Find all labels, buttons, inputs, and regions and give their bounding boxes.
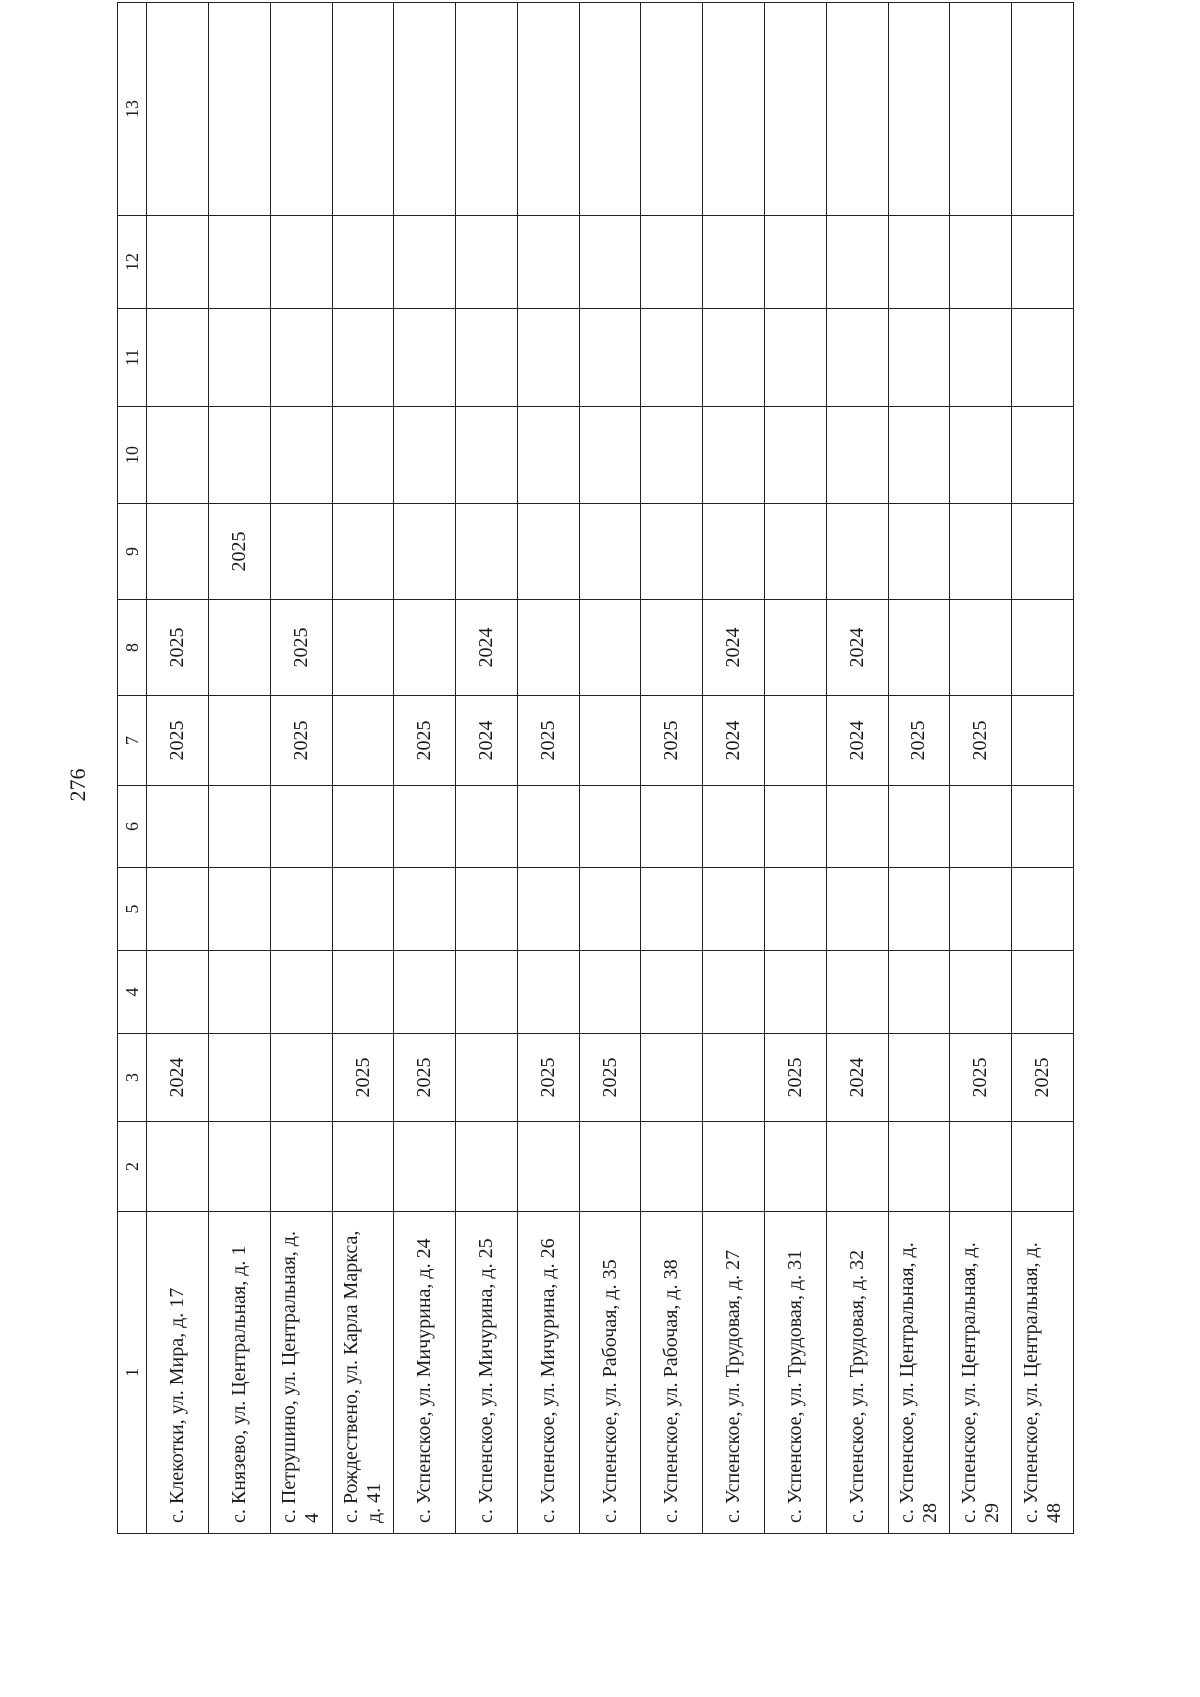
year-cell-col-2 [394,1122,456,1212]
address-cell: с. Успенское, ул. Центральная, д. 29 [950,1212,1012,1534]
year-cell-col-9 [270,504,332,600]
year-cell-col-12 [888,216,950,309]
year-cell-col-13 [641,3,703,216]
year-cell-col-11 [579,309,641,407]
year-cell-col-5 [1012,868,1074,951]
table-row [270,3,332,1534]
address-cell: с. Клекотки, ул. Мира, д. 17 [147,1212,209,1534]
year-cell-col-10 [209,407,271,504]
year-cell-col-6 [147,786,209,868]
header-cell: 11 [118,309,147,407]
header-cell: 3 [118,1034,147,1122]
table-row [332,3,394,1534]
year-cell-col-12 [517,216,579,309]
year-cell-col-3 [641,1034,703,1122]
year-cell-col-8: 2024 [826,600,888,696]
table-row [209,3,271,1534]
year-cell-col-13 [147,3,209,216]
year-cell-col-12 [826,216,888,309]
year-cell-col-6 [703,786,765,868]
year-cell-col-5 [579,868,641,951]
year-cell-col-4 [456,951,518,1034]
year-cell-col-3: 2025 [950,1034,1012,1122]
year-cell-col-13 [456,3,518,216]
year-cell-col-13 [826,3,888,216]
header-cell: 4 [118,951,147,1034]
year-cell-col-4 [517,951,579,1034]
address-cell: с. Успенское, ул. Центральная, д. 28 [888,1212,950,1534]
year-cell-col-10 [332,407,394,504]
year-cell-col-8 [579,600,641,696]
year-cell-col-6 [579,786,641,868]
year-cell-col-5 [209,868,271,951]
year-cell-col-13 [765,3,827,216]
year-cell-col-2 [517,1122,579,1212]
year-cell-col-11 [394,309,456,407]
year-cell-col-7: 2025 [270,696,332,786]
table-row [1012,3,1074,1534]
year-cell-col-3: 2024 [826,1034,888,1122]
year-cell-col-12 [950,216,1012,309]
year-cell-col-10 [703,407,765,504]
year-cell-col-9 [517,504,579,600]
year-cell-col-13 [579,3,641,216]
year-cell-col-9 [456,504,518,600]
year-cell-col-5 [332,868,394,951]
year-cell-col-9 [394,504,456,600]
year-cell-col-10 [517,407,579,504]
year-cell-col-4 [394,951,456,1034]
year-cell-col-4 [147,951,209,1034]
year-cell-col-9 [332,504,394,600]
year-cell-col-9 [579,504,641,600]
address-cell: с. Успенское, ул. Рабочая, д. 35 [579,1212,641,1534]
year-cell-col-13 [270,3,332,216]
table-row [147,3,209,1534]
year-cell-col-6 [209,786,271,868]
year-cell-col-12 [270,216,332,309]
year-cell-col-7: 2024 [456,696,518,786]
year-cell-col-10 [950,407,1012,504]
year-cell-col-7: 2025 [641,696,703,786]
address-cell: с. Князево, ул. Центральная, д. 1 [209,1212,271,1534]
year-cell-col-5 [641,868,703,951]
table-row [579,3,641,1534]
year-cell-col-8 [332,600,394,696]
year-cell-col-5 [826,868,888,951]
address-cell: с. Успенское, ул. Мичурина, д. 24 [394,1212,456,1534]
address-cell: с. Петрушино, ул. Центральная, д. 4 [270,1212,332,1534]
year-cell-col-4 [1012,951,1074,1034]
year-cell-col-6 [270,786,332,868]
year-cell-col-2 [332,1122,394,1212]
header-row [118,3,147,1534]
year-cell-col-2 [270,1122,332,1212]
year-cell-col-2 [888,1122,950,1212]
year-cell-col-5 [456,868,518,951]
year-cell-col-6 [765,786,827,868]
year-cell-col-7 [1012,696,1074,786]
header-cell: 9 [118,504,147,600]
year-cell-col-3: 2024 [147,1034,209,1122]
year-cell-col-8 [394,600,456,696]
year-cell-col-8 [765,600,827,696]
year-cell-col-12 [1012,216,1074,309]
schedule-table [117,2,1074,1534]
year-cell-col-12 [456,216,518,309]
table-row [950,3,1012,1534]
year-cell-col-9 [703,504,765,600]
header-cell: 13 [118,3,147,216]
table-row [888,3,950,1534]
year-cell-col-3: 2025 [517,1034,579,1122]
year-cell-col-5 [394,868,456,951]
year-cell-col-11 [517,309,579,407]
year-cell-col-11 [1012,309,1074,407]
year-cell-col-3: 2025 [394,1034,456,1122]
year-cell-col-11 [765,309,827,407]
year-cell-col-12 [641,216,703,309]
year-cell-col-3: 2025 [1012,1034,1074,1122]
header-cell: 6 [118,786,147,868]
year-cell-col-3: 2025 [765,1034,827,1122]
year-cell-col-6 [826,786,888,868]
year-cell-col-8 [209,600,271,696]
year-cell-col-3 [270,1034,332,1122]
year-cell-col-2 [579,1122,641,1212]
table-row [456,3,518,1534]
year-cell-col-11 [950,309,1012,407]
year-cell-col-8 [888,600,950,696]
year-cell-col-10 [456,407,518,504]
address-cell: с. Успенское, ул. Трудовая, д. 31 [765,1212,827,1534]
year-cell-col-12 [332,216,394,309]
year-cell-col-6 [456,786,518,868]
year-cell-col-7: 2025 [888,696,950,786]
year-cell-col-2 [1012,1122,1074,1212]
year-cell-col-5 [270,868,332,951]
year-cell-col-2 [147,1122,209,1212]
year-cell-col-13 [394,3,456,216]
year-cell-col-4 [332,951,394,1034]
year-cell-col-8 [641,600,703,696]
year-cell-col-11 [147,309,209,407]
year-cell-col-10 [1012,407,1074,504]
address-cell: с. Успенское, ул. Мичурина, д. 26 [517,1212,579,1534]
year-cell-col-10 [765,407,827,504]
year-cell-col-9: 2025 [209,504,271,600]
year-cell-col-3 [209,1034,271,1122]
year-cell-col-8: 2024 [703,600,765,696]
page-number: 276 [65,768,90,802]
year-cell-col-9 [641,504,703,600]
year-cell-col-10 [147,407,209,504]
header-cell: 10 [118,407,147,504]
year-cell-col-13 [703,3,765,216]
year-cell-col-12 [394,216,456,309]
year-cell-col-11 [703,309,765,407]
header-cell: 1 [118,1212,147,1534]
year-cell-col-7: 2024 [703,696,765,786]
year-cell-col-9 [888,504,950,600]
year-cell-col-9 [147,504,209,600]
year-cell-col-6 [888,786,950,868]
year-cell-col-2 [765,1122,827,1212]
year-cell-col-3 [703,1034,765,1122]
year-cell-col-5 [950,868,1012,951]
year-cell-col-12 [147,216,209,309]
year-cell-col-11 [641,309,703,407]
table-row [826,3,888,1534]
year-cell-col-2 [826,1122,888,1212]
year-cell-col-4 [765,951,827,1034]
year-cell-col-7: 2024 [826,696,888,786]
year-cell-col-8: 2025 [147,600,209,696]
year-cell-col-7 [579,696,641,786]
year-cell-col-13 [332,3,394,216]
year-cell-col-3 [456,1034,518,1122]
year-cell-col-11 [456,309,518,407]
table-row [517,3,579,1534]
address-cell: с. Успенское, ул. Трудовая, д. 32 [826,1212,888,1534]
header-cell: 7 [118,696,147,786]
year-cell-col-7: 2025 [950,696,1012,786]
year-cell-col-9 [1012,504,1074,600]
address-cell: с. Успенское, ул. Мичурина, д. 25 [456,1212,518,1534]
year-cell-col-8: 2024 [456,600,518,696]
year-cell-col-11 [888,309,950,407]
address-cell: с. Успенское, ул. Центральная, д. 48 [1012,1212,1074,1534]
year-cell-col-10 [641,407,703,504]
year-cell-col-8 [517,600,579,696]
year-cell-col-7: 2025 [147,696,209,786]
header-cell: 5 [118,868,147,951]
year-cell-col-2 [950,1122,1012,1212]
year-cell-col-11 [332,309,394,407]
year-cell-col-6 [1012,786,1074,868]
year-cell-col-3: 2025 [579,1034,641,1122]
year-cell-col-8 [950,600,1012,696]
year-cell-col-5 [888,868,950,951]
year-cell-col-8: 2025 [270,600,332,696]
year-cell-col-9 [765,504,827,600]
address-cell: с. Успенское, ул. Рабочая, д. 38 [641,1212,703,1534]
year-cell-col-11 [826,309,888,407]
year-cell-col-4 [579,951,641,1034]
table-row [641,3,703,1534]
year-cell-col-2 [456,1122,518,1212]
year-cell-col-2 [703,1122,765,1212]
address-cell: с. Рождествено, ул. Карла Маркса, д. 41 [332,1212,394,1534]
year-cell-col-10 [888,407,950,504]
year-cell-col-12 [703,216,765,309]
table-row [703,3,765,1534]
year-cell-col-5 [147,868,209,951]
year-cell-col-5 [765,868,827,951]
year-cell-col-10 [270,407,332,504]
table-row [765,3,827,1534]
year-cell-col-9 [826,504,888,600]
year-cell-col-13 [950,3,1012,216]
address-cell: с. Успенское, ул. Трудовая, д. 27 [703,1212,765,1534]
year-cell-col-12 [765,216,827,309]
header-cell: 8 [118,600,147,696]
year-cell-col-2 [209,1122,271,1212]
year-cell-col-10 [394,407,456,504]
year-cell-col-4 [826,951,888,1034]
year-cell-col-13 [888,3,950,216]
year-cell-col-13 [1012,3,1074,216]
header-cell: 2 [118,1122,147,1212]
year-cell-col-11 [209,309,271,407]
year-cell-col-4 [703,951,765,1034]
year-cell-col-3: 2025 [332,1034,394,1122]
year-cell-col-4 [209,951,271,1034]
rotated-table-container [117,3,1074,1534]
year-cell-col-13 [209,3,271,216]
year-cell-col-2 [641,1122,703,1212]
year-cell-col-4 [641,951,703,1034]
year-cell-col-4 [270,951,332,1034]
header-cell: 12 [118,216,147,309]
year-cell-col-7: 2025 [517,696,579,786]
year-cell-col-3 [888,1034,950,1122]
year-cell-col-6 [641,786,703,868]
year-cell-col-6 [517,786,579,868]
year-cell-col-7: 2025 [394,696,456,786]
year-cell-col-7 [209,696,271,786]
table-row [394,3,456,1534]
year-cell-col-7 [332,696,394,786]
year-cell-col-4 [950,951,1012,1034]
year-cell-col-9 [950,504,1012,600]
year-cell-col-13 [517,3,579,216]
year-cell-col-5 [703,868,765,951]
year-cell-col-6 [394,786,456,868]
year-cell-col-12 [579,216,641,309]
year-cell-col-8 [1012,600,1074,696]
year-cell-col-5 [517,868,579,951]
year-cell-col-12 [209,216,271,309]
year-cell-col-4 [888,951,950,1034]
year-cell-col-10 [579,407,641,504]
year-cell-col-6 [332,786,394,868]
year-cell-col-11 [270,309,332,407]
year-cell-col-7 [765,696,827,786]
year-cell-col-10 [826,407,888,504]
year-cell-col-6 [950,786,1012,868]
